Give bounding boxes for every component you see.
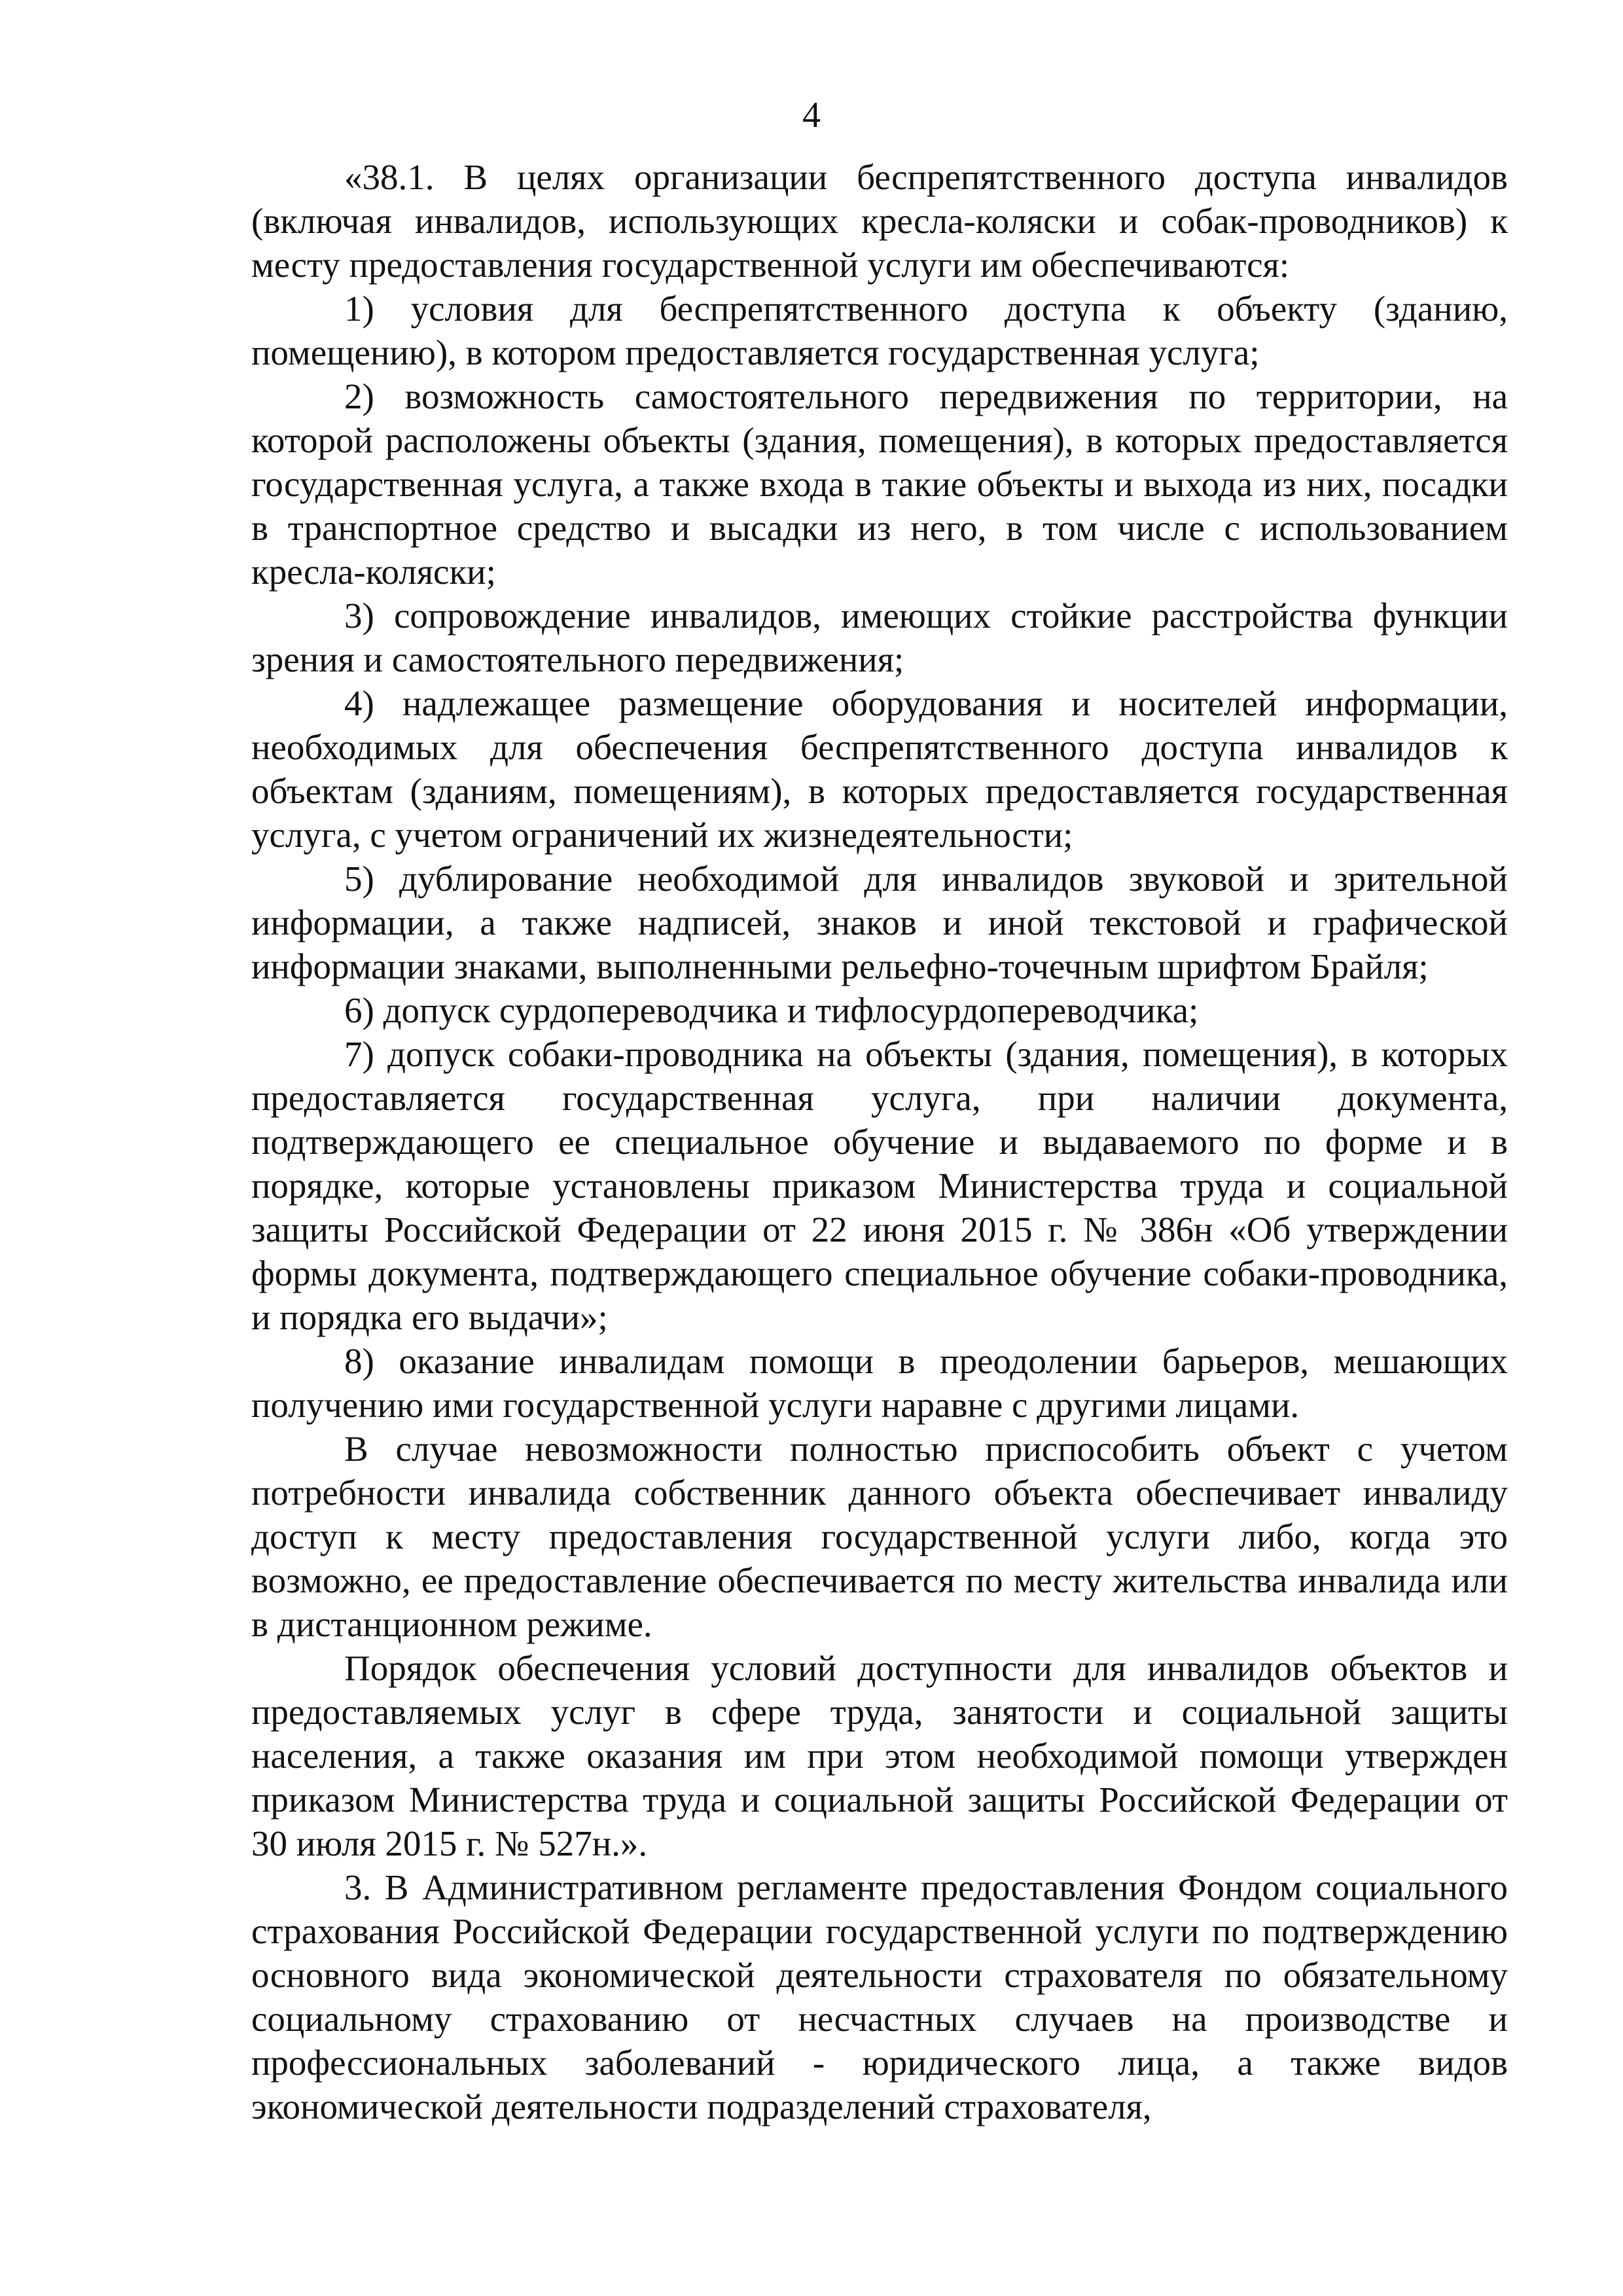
list-item-4: 4) надлежащее размещение оборудования и носителей информации, необходимых для обеспечения беспрепятственного доступа инвалидов к объектам (зданиям, помещениям), в которых предоставляется государственная услуга, с учетом ограничений их жизнедеятельности; — [251, 683, 1508, 855]
list-item-7: 7) допуск собаки-проводника на объекты (здания, помещения), в которых предоставляется государственная услуга, при наличии документа, подтверждающего ее специальное обучение и выдаваемого по форме и в порядке, которые установлены приказом Министерства труда и социальной защиты Российской Федерации от 22 июня 2015 г. № 386н «Об утверждении формы документа, подтверждающего специальное обучение собаки-проводника, и порядка его выдачи»; — [251, 1034, 1508, 1337]
paragraph-intro-38-1: «38.1. В целях организации беспрепятственного доступа инвалидов (включая инвалидов, использующих кресла-коляски и собак-проводников) к месту предоставления государственной услуги им обеспечиваются: — [251, 157, 1508, 285]
paragraph-accessibility-order: Порядок обеспечения условий доступности для инвалидов объектов и предоставляемых услуг в сфере труда, занятости и социальной защиты населения, а также оказания им при этом необходимой помощи утвержден приказом Министерства труда и социальной защиты Российской Федерации от 30 июля 2015 г. № 527н.». — [251, 1648, 1508, 1863]
list-item-5: 5) дублирование необходимой для инвалидов звуковой и зрительной информации, а также надписей, знаков и иной текстовой и графической информации знаками, выполненными рельефно-точечным шрифтом Брайля; — [251, 859, 1508, 986]
list-item-6: 6) допуск сурдопереводчика и тифлосурдопереводчика; — [344, 990, 1199, 1030]
list-item-3: 3) сопровождение инвалидов, имеющих стойкие расстройства функции зрения и самостоятельного передвижения; — [251, 596, 1508, 679]
document-body — [251, 155, 1508, 2128]
list-item-8: 8) оказание инвалидам помощи в преодолении барьеров, мешающих получению ими государственной услуги наравне с другими лицами. — [251, 1341, 1508, 1425]
list-item-1: 1) условия для беспрепятственного доступа к объекту (зданию, помещению), в котором предоставляется государственная услуга; — [251, 289, 1508, 372]
paragraph-impossibility-case: В случае невозможности полностью приспособить объект с учетом потребности инвалида собственник данного объекта обеспечивает инвалиду доступ к месту предоставления государственной услуги либо, когда это возможно, ее предоставление обеспечивается по месту жительства инвалида или в дистанционном режиме. — [251, 1429, 1508, 1644]
paragraph-section-3: 3. В Административном регламенте предоставления Фондом социального страхования Российской Федерации государственной услуги по подтверждению основного вида экономической деятельности страхователя по обязательному социальному страхованию от несчастных случаев на производстве и профессиональных заболеваний - юридического лица, а также видов экономической деятельности подразделений страхователя, — [251, 1867, 1508, 2126]
list-item-2: 2) возможность самостоятельного передвижения по территории, на которой расположены объекты (здания, помещения), в которых предоставляется государственная услуга, а также входа в такие объекты и выхода из них, посадки в транспортное средство и высадки из него, в том числе с использованием кресла-коляски; — [251, 376, 1508, 592]
page-number: 4 — [802, 95, 821, 135]
